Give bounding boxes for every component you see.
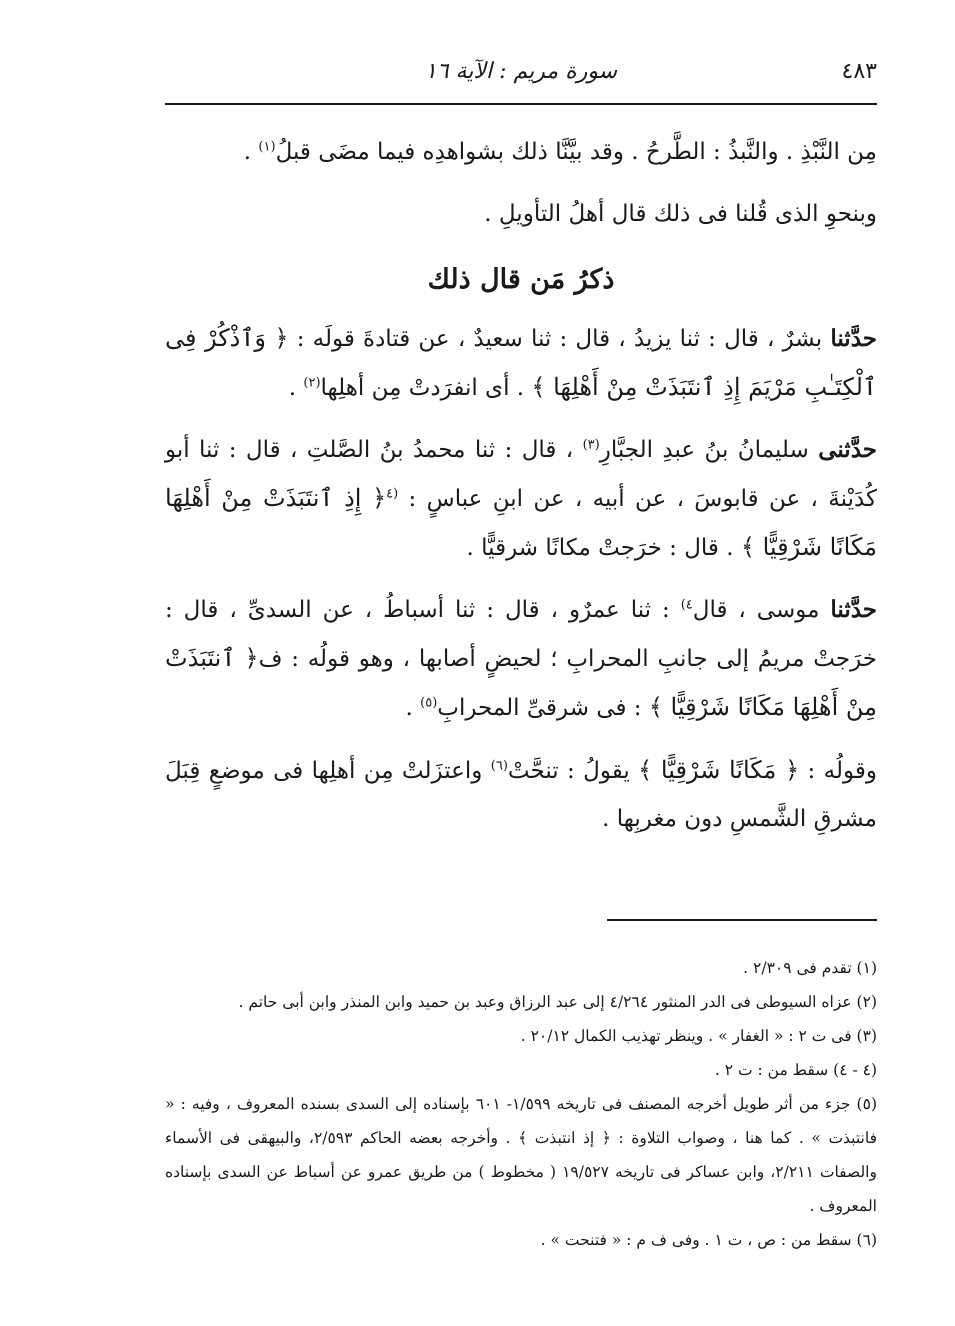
isnad-lead: حدَّثنا (830, 325, 877, 352)
paragraph-text: موسى ، قال (692, 597, 831, 623)
page-number: ٤٨٣ (841, 59, 877, 84)
isnad-lead: حدَّثنى (818, 436, 877, 463)
paragraph-text: . (288, 375, 304, 401)
quran-quote: ﴿ ٱنتَبَذَتْ مِنْ أَهْلِهَا مَكَانًا شَرْقِيًّا ﴾ (165, 644, 877, 721)
paragraph-text: : فى شرقىِّ المحرابِ (437, 695, 649, 721)
paragraph-2: وبنحوِ الذى قُلنا فى ذلك قال أهلُ التأويلِ . (484, 201, 877, 227)
paragraph-text: بشرٌ ، قال : ثنا يزيدُ ، قال : ثنا سعيدٌ ، عن قتادةَ قولَه : (288, 326, 831, 352)
running-title: سورة مريم : الآية ١٦ (424, 59, 618, 84)
paragraph-text: سليمانُ بنُ عبدِ الجبَّارِ (599, 437, 819, 463)
page-header (165, 55, 877, 99)
footnote-5: (٥) جزء من أثر طويل أخرجه المصنف فى تاريخه ١/٥٩٩- ٦٠١ بإسناده إلى السدى بسنده المعروف ، وفيه : « فانتبذت » . كما هنا ، وصواب التلاوة : ﴿ إذ انتبذت ﴾ . وأخرجه بعضه الحاكم ٢/٥٩٣، والبيهقى فى الأسماء والصفات ٢/٢١١، وابن عساكر فى تاريخه ١٩/٥٢٧ ( مخطوط ) من طريق عمرو عن أسباط عن السدى بإسناده المعروف . (165, 1095, 877, 1215)
footnote-1: (١) تقدم فى ٢/٣٠٩ . (743, 959, 877, 977)
paragraph-text: . (405, 695, 421, 721)
isnad-lead: حدَّثنا (830, 596, 878, 623)
section-heading: ذكرُ مَن قال ذلك (427, 264, 615, 295)
paragraph-6 (165, 746, 877, 843)
paragraph-text: وقولُه : (799, 758, 877, 784)
header-rule (165, 103, 877, 105)
paragraph-text: . أى انفرَدتْ مِن أهلِها (320, 375, 532, 401)
footnote-rule (607, 919, 877, 921)
footnote-6: (٦) سقط من : ص ، ت ١ . وفى ف م : « فتنحت » . (540, 1231, 877, 1249)
footnote-reference: (١) (258, 139, 276, 155)
footnote-reference: (٢) (303, 375, 321, 391)
paragraph-text: : ثنا عمرٌو ، قال : ثنا أسباطُ ، عن السدىِّ ، قال : خرَجتْ مريمُ إلى جانبِ المحرابِ ؛ لحيضٍ أصابها ، وهو قولُه : ف (165, 597, 877, 672)
footnote-reference: ٤) (680, 597, 693, 613)
footnote-reference: (٣) (582, 437, 600, 453)
footnote-reference: (٤ (386, 486, 399, 502)
paragraph-1 (165, 128, 877, 176)
paragraph-text: واعتزَلتْ مِن أهلِها فى موضعٍ قِبَلَ مشرقِ الشَّمسِ دون مغربِها . (165, 758, 877, 832)
quran-quote: ﴿ مَكَانًا شَرْقِيًّا ﴾ (638, 756, 800, 784)
paragraph-text: مِن النَّبْذِ . والنَّبذُ : الطَّرحُ . وقد بيَّنَّا ذلك بشواهدِه فيما مضَى قبلُ (275, 139, 877, 165)
paragraph-text: . قال : خرَجتْ مكانًا شرقيًّا . (466, 535, 741, 561)
footnotes (165, 951, 877, 1257)
quran-quote: ﴿ إِذِ ٱنتَبَذَتْ مِنْ أَهْلِهَا مَكَانًا شَرْقِيًّا ﴾ (165, 484, 877, 561)
paragraph-4 (165, 426, 877, 572)
paragraph-3 (165, 314, 877, 412)
footnote-reference: (٥) (420, 695, 438, 711)
footnote-4: (٤ - ٤) سقط من : ت ٢ . (714, 1061, 877, 1079)
footnote-2: (٢) عزاه السيوطى فى الدر المنثور ٤/٢٦٤ إلى عبد الرزاق وعبد بن حميد وابن المنذر وابن أبى حاتم . (238, 993, 877, 1011)
paragraph-5 (165, 586, 877, 732)
footnote-reference: (٦) (490, 758, 508, 774)
main-text (165, 128, 877, 843)
footnote-3: (٣) فى ت ٢ : « الغفار » . وينظر تهذيب الكمال ٢٠/١٢ . (520, 1027, 877, 1045)
paragraph-text: . (243, 139, 259, 165)
paragraph-text: يقولُ : تنحَّتْ (507, 758, 639, 784)
quran-quote: ﴿ وَٱذْكُرْ فِى ٱلْكِتَـٰبِ مَرْيَمَ إِذِ ٱنتَبَذَتْ مِنْ أَهْلِهَا ﴾ (165, 324, 877, 401)
paragraph-text: ، قال : ثنا محمدُ بنُ الصَّلتِ ، قال : ثنا أبو كُدَيْنةَ ، عن قابوسَ ، عن أبيه ، عن ابنِ عباسٍ : (165, 437, 877, 512)
